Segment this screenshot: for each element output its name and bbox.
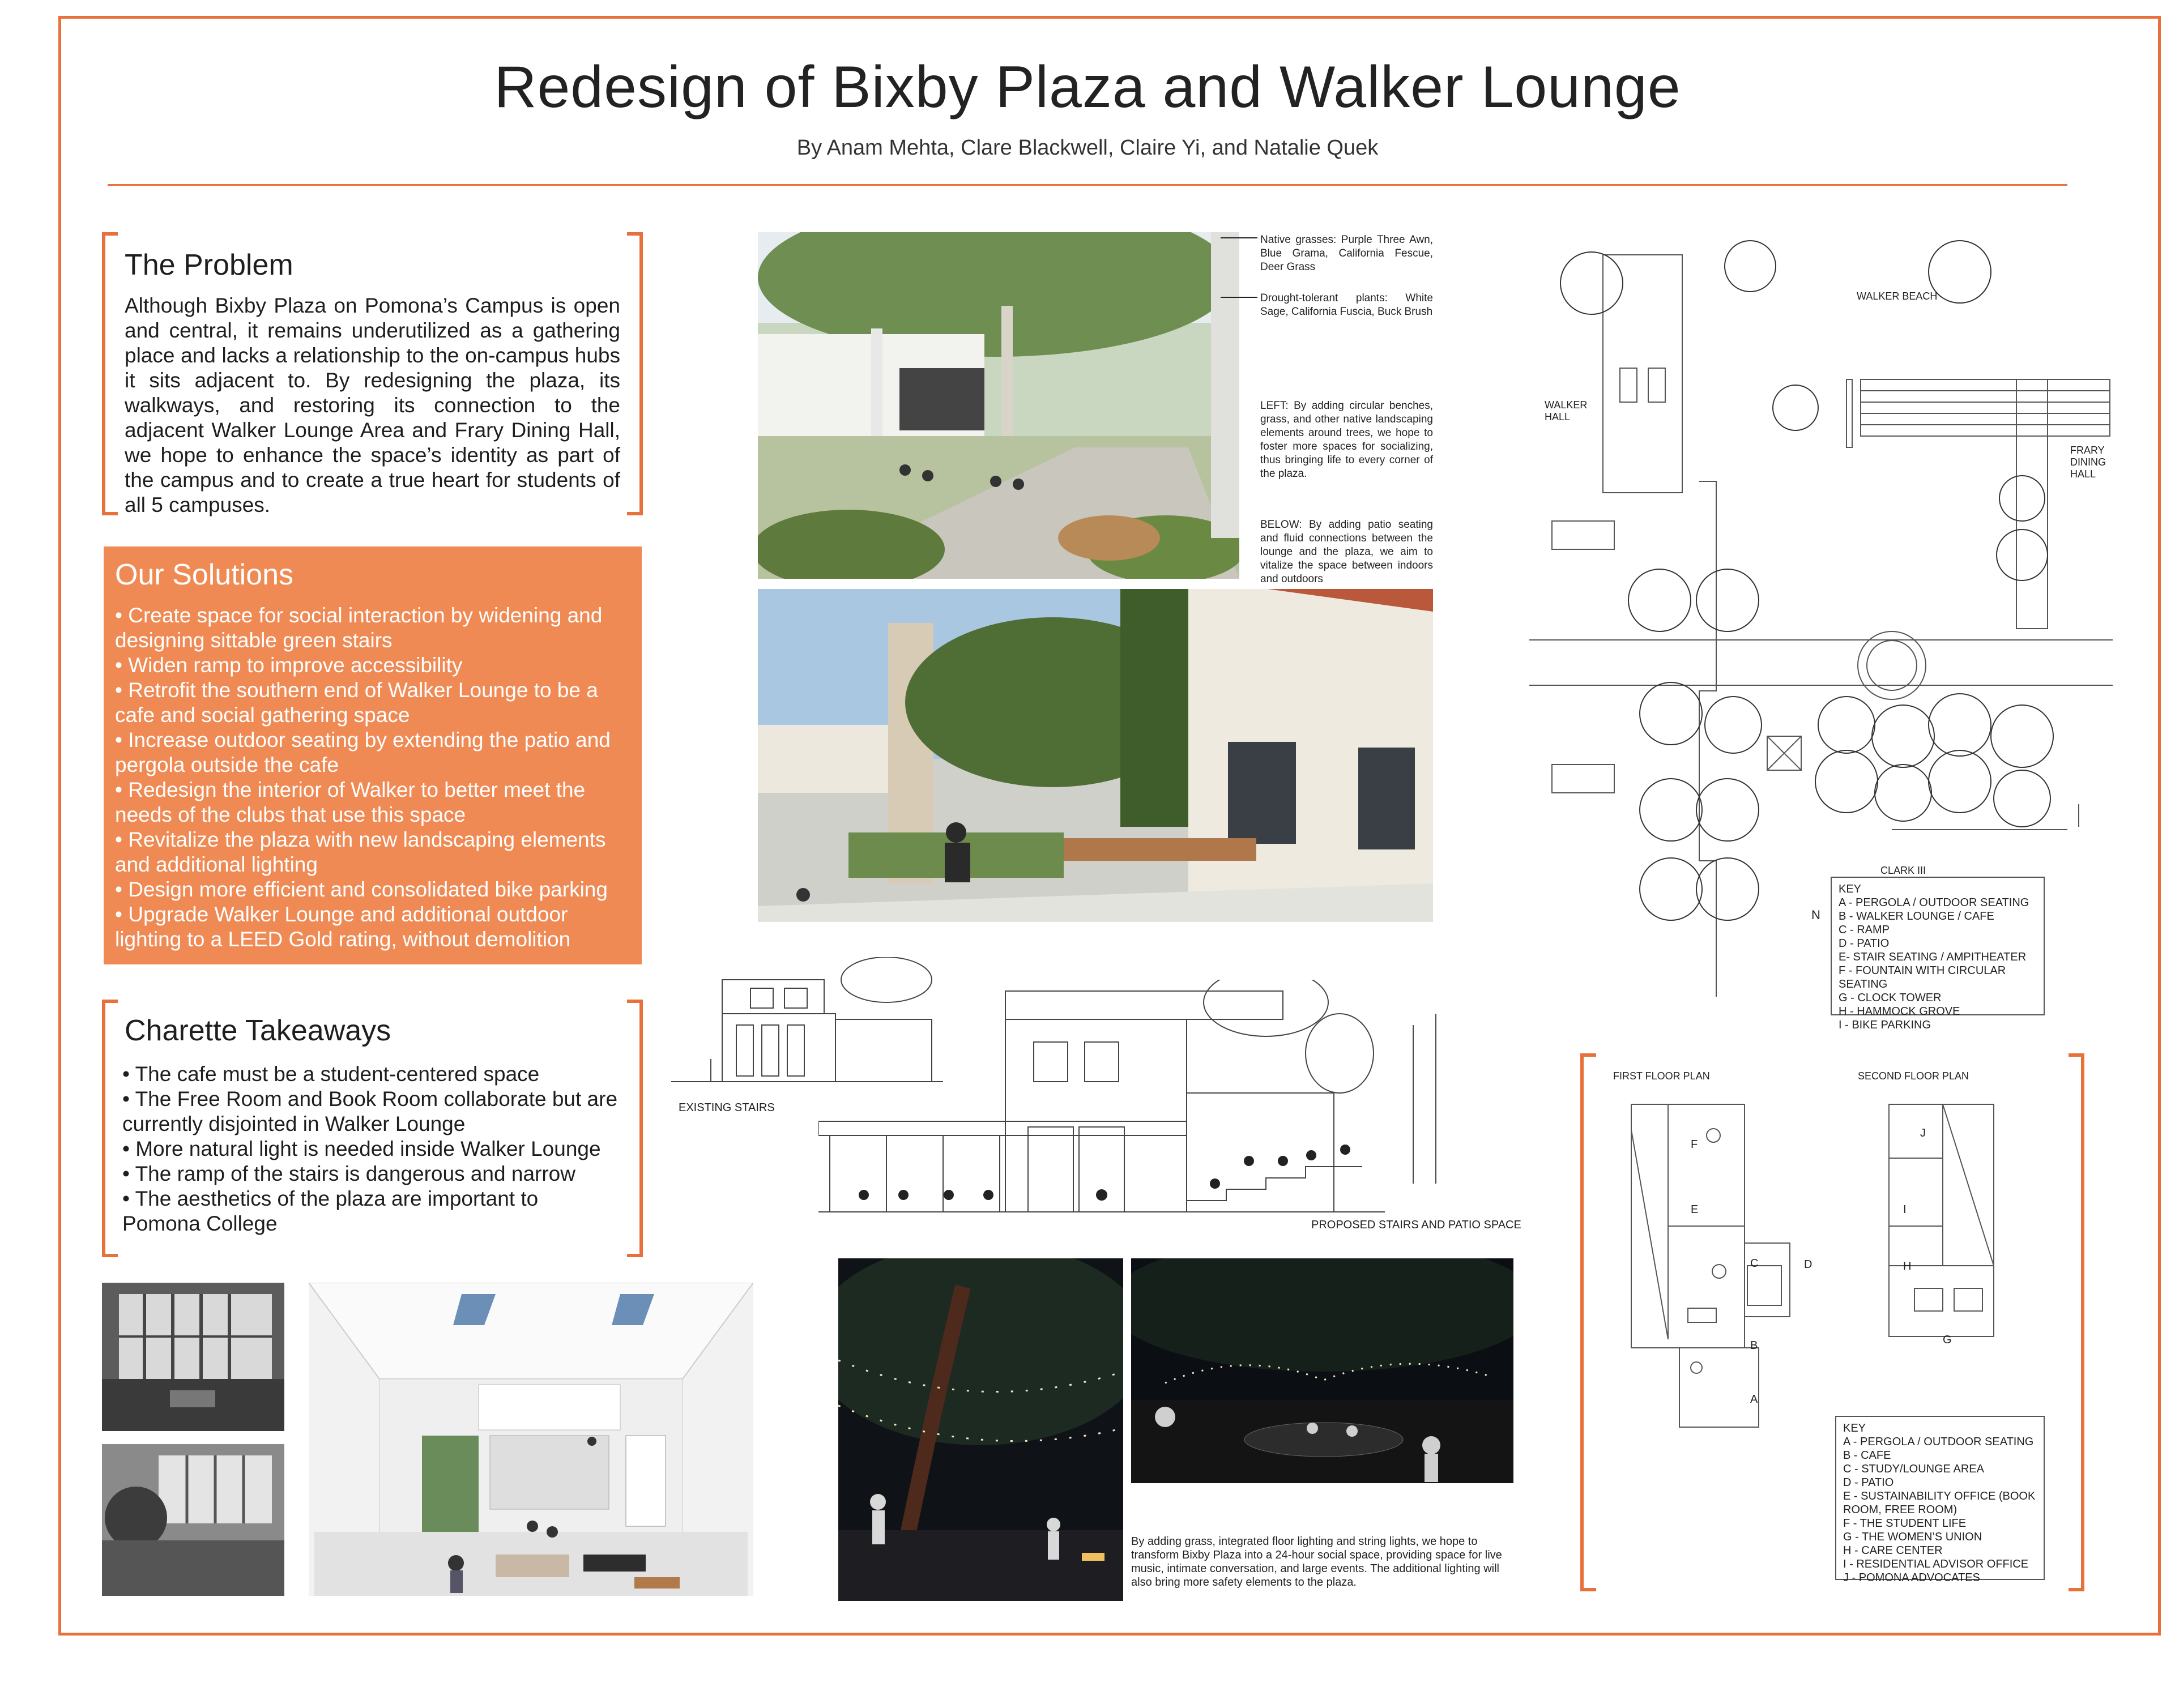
- note-leader-lines: [1218, 235, 1263, 303]
- room-label-C: C: [1750, 1257, 1759, 1270]
- room-label-D: D: [1804, 1258, 1812, 1271]
- key-item: J - POMONA ADVOCATES: [1843, 1572, 1980, 1584]
- interior-photo-top: [102, 1283, 284, 1431]
- second-floor-plan: [1886, 1101, 1999, 1345]
- list-item: • The aesthetics of the plaza are important to Pomona College: [122, 1187, 539, 1235]
- night-render-right: [1131, 1258, 1513, 1483]
- key-item: F - THE STUDENT LIFE: [1843, 1517, 1967, 1530]
- room-label-H: H: [1903, 1260, 1912, 1273]
- walker-beach-label: WALKER BEACH: [1857, 291, 1938, 302]
- list-item: • The cafe must be a student-centered space: [122, 1062, 540, 1086]
- charette-section: [102, 1000, 643, 1257]
- list-item: • Increase outdoor seating by extending the patio and pergola outside the cafe: [115, 728, 611, 776]
- key-item: I - BIKE PARKING: [1839, 1019, 1931, 1031]
- proposed-stairs-label: PROPOSED STAIRS AND PATIO SPACE: [1311, 1219, 1521, 1231]
- plaza-render-top: [758, 232, 1239, 579]
- list-item: • The Free Room and Book Room collaborate but are currently disjointed in Walker Lounge: [122, 1087, 618, 1135]
- note-left: LEFT: By adding circular benches, grass, and other native landscaping elements around trees, we hope to foster more spaces for socializing, thus bringing life to every corner of the plaza.: [1260, 400, 1433, 480]
- key-item: A - PERGOLA / OUTDOOR SEATING: [1839, 896, 2029, 909]
- first-floor-plan: [1628, 1101, 1821, 1453]
- key-item: G - CLOCK TOWER: [1839, 992, 1942, 1004]
- interior-photo-bottom: [102, 1444, 284, 1596]
- poster-title: Redesign of Bixby Plaza and Walker Lounge: [494, 54, 1681, 120]
- list-item: • Design more efficient and consolidated bike parking: [115, 878, 608, 901]
- second-floor-label: SECOND FLOOR PLAN: [1858, 1070, 1969, 1082]
- room-label-E: E: [1691, 1203, 1699, 1216]
- bracket-left: [102, 232, 118, 515]
- charette-heading: Charette Takeaways: [125, 1014, 391, 1047]
- night-render-left: [838, 1258, 1123, 1601]
- plaza-render-middle: [758, 589, 1433, 922]
- key-title: KEY: [1839, 883, 1862, 895]
- list-item: • The ramp of the stairs is dangerous and narrow: [122, 1162, 575, 1185]
- charette-list: [122, 1062, 621, 1236]
- list-item: • Redesign the interior of Walker to better meet the needs of the clubs that use this space: [115, 778, 586, 826]
- key-item: G - THE WOMEN’S UNION: [1843, 1531, 1982, 1543]
- room-label-F: F: [1691, 1138, 1698, 1151]
- solutions-section: [104, 546, 642, 964]
- solutions-list: [115, 603, 636, 952]
- key-item: D - PATIO: [1839, 937, 1890, 950]
- key-item: E - SUSTAINABILITY OFFICE (BOOK ROOM, FREE ROOM): [1843, 1490, 2036, 1516]
- key-item: C - RAMP: [1839, 924, 1890, 936]
- existing-stairs-label: EXISTING STAIRS: [679, 1101, 775, 1114]
- bracket-left: [102, 1000, 118, 1257]
- note-grasses: Native grasses: Purple Three Awn, Blue Grama, California Fescue, Deer Grass: [1260, 234, 1433, 273]
- north-arrow: N: [1811, 908, 1820, 922]
- key-item: F - FOUNTAIN WITH CIRCULAR SEATING: [1839, 964, 2006, 990]
- key-item: H - CARE CENTER: [1843, 1544, 1943, 1557]
- problem-heading: The Problem: [125, 249, 293, 281]
- solutions-heading: Our Solutions: [115, 558, 294, 591]
- proposed-stairs-elevation: [818, 980, 1490, 1223]
- floor-plan-key: [1835, 1416, 2045, 1584]
- list-item: • More natural light is needed inside Walker Lounge: [122, 1137, 601, 1160]
- key-item: C - STUDY/LOUNGE AREA: [1843, 1463, 1984, 1475]
- key-item: D - PATIO: [1843, 1476, 1894, 1489]
- list-item: • Revitalize the plaza with new landscaping elements and additional lighting: [115, 828, 606, 876]
- list-item: • Upgrade Walker Lounge and additional outdoor lighting to a LEED Gold rating, without demolition: [115, 903, 571, 951]
- bracket-right: [627, 1000, 643, 1257]
- bracket-right: [2069, 1053, 2084, 1591]
- site-plan-key: [1831, 877, 2045, 1031]
- floor-plans-section: [1580, 1053, 2084, 1591]
- walker-hall-label: WALKER HALL: [1545, 399, 1588, 422]
- key-item: I - RESIDENTIAL ADVISOR OFFICE: [1843, 1558, 2029, 1570]
- first-floor-label: FIRST FLOOR PLAN: [1613, 1070, 1710, 1082]
- night-caption: By adding grass, integrated floor lighting and string lights, we hope to transform Bixby Plaza into a 24-hour social space, providing space for live music, intimate conversation, and large events. The additional lighting will also bring more safety elements to the plaza.: [1131, 1535, 1502, 1589]
- key-item: E- STAIR SEATING / AMPITHEATER: [1839, 951, 2027, 963]
- room-label-I: I: [1903, 1203, 1907, 1216]
- frary-label: FRARY DINING HALL: [2070, 445, 2106, 480]
- header-divider: [108, 184, 2067, 186]
- room-label-J: J: [1920, 1127, 1926, 1139]
- key-item: B - CAFE: [1843, 1449, 1891, 1462]
- room-label-G: G: [1943, 1334, 1952, 1346]
- problem-section: [102, 232, 643, 515]
- key-item: A - PERGOLA / OUTDOOR SEATING: [1843, 1436, 2034, 1448]
- note-plants: Drought-tolerant plants: White Sage, California Fuscia, Buck Brush: [1260, 292, 1433, 318]
- key-item: B - WALKER LOUNGE / CAFE: [1839, 910, 1994, 923]
- clark-label: CLARK III: [1880, 865, 1926, 876]
- poster-byline: By Anam Mehta, Clare Blackwell, Claire Yi, and Natalie Quek: [796, 136, 1379, 160]
- room-label-A: A: [1750, 1393, 1758, 1406]
- bracket-left: [1580, 1053, 1596, 1591]
- room-label-B: B: [1750, 1339, 1758, 1352]
- bracket-right: [627, 232, 643, 515]
- interior-render: [309, 1283, 753, 1596]
- key-title: KEY: [1843, 1422, 1866, 1434]
- problem-body: Although Bixby Plaza on Pomona’s Campus is open and central, it remains underutilized as a gathering place and lacks a relationship to the on-campus hubs it sits adjacent to. By redesigning the plaza, its walkways, and restoring its connection to the adjacent Walker Lounge Area and Frary Dining Hall, we hope to enhance the space’s identity as part of the campus and to create a true heart for students of all 5 campuses.: [125, 294, 620, 516]
- list-item: • Retrofit the southern end of Walker Lounge to be a cafe and social gathering space: [115, 678, 598, 727]
- note-below: BELOW: By adding patio seating and fluid connections between the lounge and the plaza, we aim to vitalize the space between indoors and outdoors: [1260, 519, 1433, 585]
- list-item: • Widen ramp to improve accessibility: [115, 654, 463, 677]
- key-item: H - HAMMOCK GROVE: [1839, 1005, 1960, 1018]
- list-item: • Create space for social interaction by widening and designing sittable green stairs: [115, 604, 603, 652]
